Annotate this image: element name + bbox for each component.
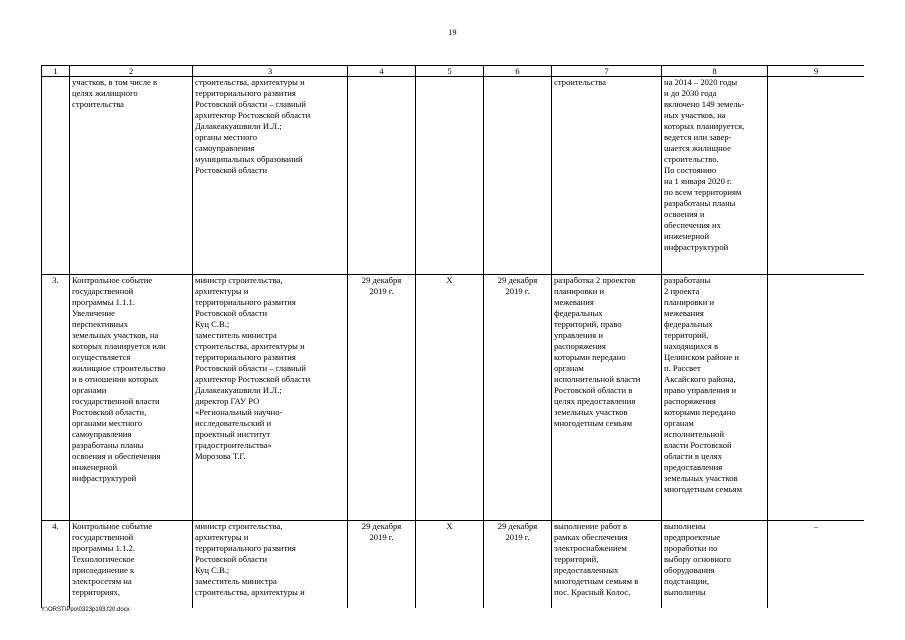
planned-date-cell: 29 декабря 2019 г. — [348, 275, 416, 521]
responsible-cell: министр строительства, архитектуры и территориального развития Ростовской области Куц С.В.; заместитель министра строительства, архитектуры и — [193, 521, 348, 609]
column-numbers-row — [42, 66, 865, 77]
planned-date-cell: 29 декабря 2019 г. — [348, 521, 416, 609]
event-name-cell: Контрольное событие государственной программы 1.1.1. Увеличение перспективных земельных участков, на которых планируется или осуществляется жилищное строительство и в отношении которых органами государственной власти Ростовской области, органами местного самоуправления разработаны планы освоения и обеспечения инженерной инфраструктурой — [70, 275, 193, 521]
actual-date-cell — [484, 77, 552, 275]
column-number: 8 — [662, 66, 768, 77]
start-date-cell: Х — [416, 521, 484, 609]
deviation-cell — [768, 275, 865, 521]
planned-result-cell: разработка 2 проектов планировки и межевания федеральных территорий, право управления и распоряжения которыми передано органам исполнительной власти Ростовской области в целях предоставления земельных участков многодетным семьям — [552, 275, 662, 521]
event-name-cell: Контрольное событие государственной программы 1.1.2. Технологическое присоединение к электросетям на территориях, — [70, 521, 193, 609]
column-number: 1 — [42, 66, 70, 77]
file-path: Y:\ORST\Ppo\0323p193.f20.docx — [41, 607, 130, 613]
start-date-cell — [416, 77, 484, 275]
table-row — [42, 521, 865, 609]
actual-result-cell: разработаны 2 проекта планировки и межевания федеральных территорий, находящихся в Целинском районе и п. Рассвет Аксайского района, право управления и распоряжения которыми передано органам исполнительной власти Ростовской области в целях предоставления земельных участков многодетным семьям — [662, 275, 768, 521]
column-number: 4 — [348, 66, 416, 77]
row-number-cell — [42, 77, 70, 275]
column-number: 2 — [70, 66, 193, 77]
table-container — [41, 65, 864, 608]
column-number: 7 — [552, 66, 662, 77]
table-row — [42, 275, 865, 521]
column-number: 9 — [768, 66, 865, 77]
start-date-cell: Х — [416, 275, 484, 521]
responsible-cell: строительства, архитектуры и территориального развития Ростовской области – главный архитектор Ростовской области Далакеакуашвили И.Л.; органы местного самоуправления муниципальных образований Ростовской области — [193, 77, 348, 275]
deviation-cell: – — [768, 521, 865, 609]
event-name-cell: участков, в том числе в целях жилищного строительства — [70, 77, 193, 275]
planned-result-cell: строительства — [552, 77, 662, 275]
program-table — [41, 65, 864, 608]
row-number-cell: 3. — [42, 275, 70, 521]
actual-date-cell: 29 декабря 2019 г. — [484, 521, 552, 609]
actual-result-cell: на 2014 – 2020 годы и до 2030 года включено 149 земель- ных участков, на которых планируется, ведется или завер- шается жилищное строительство. По состоянию на 1 января 2020 г. по всем территориям разработаны планы освоения и обеспечения их инженерной инфраструктурой — [662, 77, 768, 275]
column-number: 6 — [484, 66, 552, 77]
column-number: 5 — [416, 66, 484, 77]
column-number: 3 — [193, 66, 348, 77]
row-number-cell: 4. — [42, 521, 70, 609]
deviation-cell — [768, 77, 865, 275]
actual-result-cell: выполнены предпроектные проработки по выбору основного оборудования подстанции, выполнены — [662, 521, 768, 609]
planned-result-cell: выполнение работ в рамках обеспечения электроснабжением территорий, предоставленных многодетным семьям в пос. Красный Колос, — [552, 521, 662, 609]
planned-date-cell — [348, 77, 416, 275]
actual-date-cell: 29 декабря 2019 г. — [484, 275, 552, 521]
table-row — [42, 77, 865, 275]
page-number: 19 — [448, 28, 457, 37]
responsible-cell: министр строительства, архитектуры и территориального развития Ростовской области Куц С.В.; заместитель министра строительства, архитектуры и территориального развития Ростовской области – главный архитектор Ростовской области Далакеакуашвили И.Л.; директор ГАУ РО «Региональный научно- исследовательский и проектный институт градостроительства» Морозова Т.Г. — [193, 275, 348, 521]
